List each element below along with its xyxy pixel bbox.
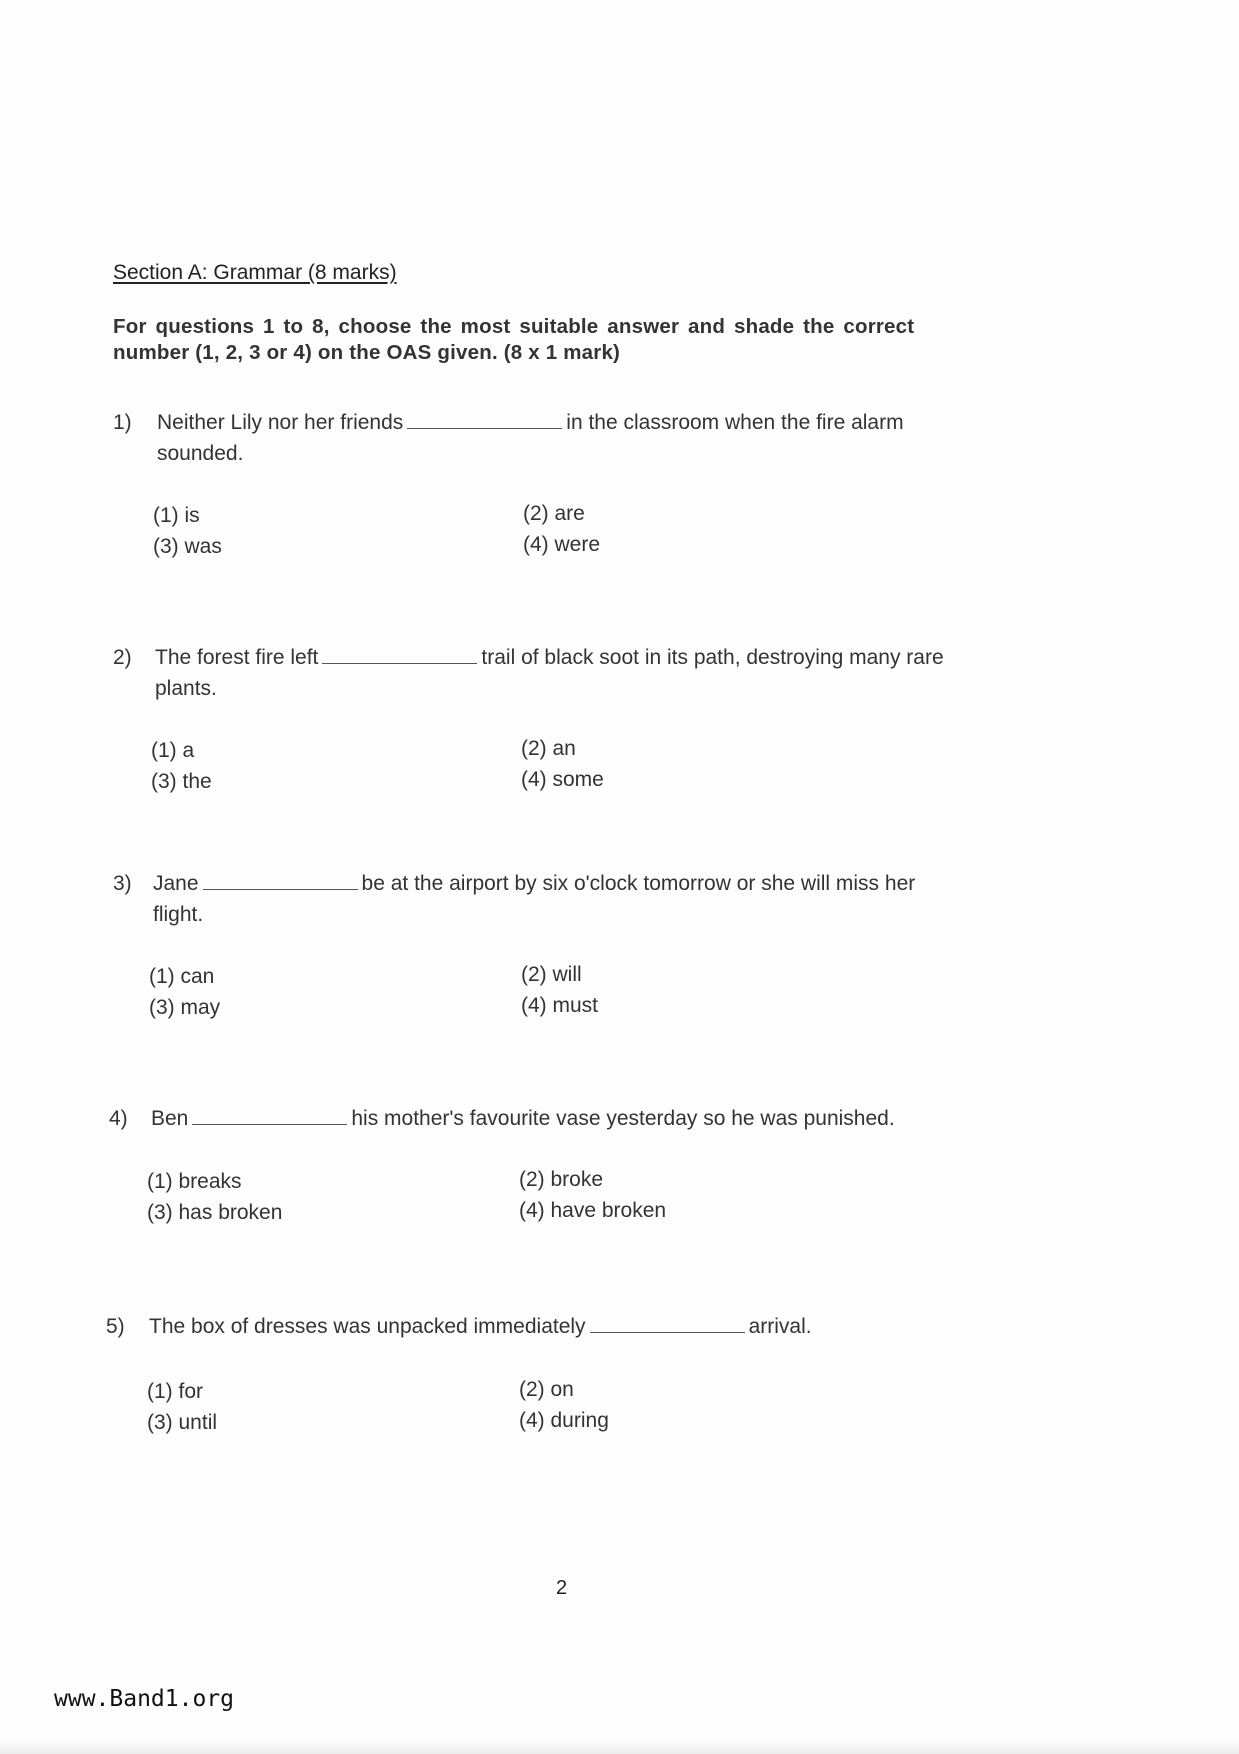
answer-option: (1) a [151,739,195,762]
answer-blank [322,647,477,664]
watermark: www.Band1.org [54,1686,235,1712]
page-number: 2 [556,1577,568,1599]
question-number: 2) [113,646,132,669]
question-text [155,647,944,668]
answer-option: (4) have broken [519,1199,667,1222]
answer-option: (2) broke [519,1168,604,1191]
question-number: 5) [106,1315,125,1338]
question-text-after: be at the airport by six o'clock tomorrow or she will miss her [361,872,916,895]
scan-edge [0,1740,1239,1754]
question-text-before: Jane [153,872,199,895]
answer-option: (3) may [149,996,221,1019]
answer-option: (2) on [519,1378,574,1401]
answer-blank [203,873,358,890]
answer-option: (1) can [149,965,215,988]
answer-blank [192,1108,347,1125]
question-text [153,873,915,894]
instructions-line-1: For questions 1 to 8, choose the most suitable answer and shade the correct [113,315,915,338]
answer-option: (2) are [523,502,585,525]
section-heading: Section A: Grammar (8 marks) [113,261,397,284]
answer-option: (4) some [521,768,604,791]
answer-option: (1) for [147,1380,204,1403]
answer-option: (2) will [521,963,582,986]
answer-option: (4) must [521,994,599,1017]
question-text-continued: plants. [155,677,217,700]
question-text [157,412,904,433]
question-text-before: The box of dresses was unpacked immediately [149,1315,586,1338]
question-text-before: Neither Lily nor her friends [157,411,404,434]
answer-blank [407,412,562,429]
question-text-before: Ben [151,1107,189,1130]
question-text-after: in the classroom when the fire alarm [566,411,904,434]
answer-option: (1) breaks [147,1170,242,1193]
answer-option: (3) has broken [147,1201,283,1224]
answer-option: (2) an [521,737,576,760]
question-text [149,1316,812,1337]
question-number: 1) [113,411,132,434]
question-text-before: The forest fire left [155,646,319,669]
instructions-line-2: number (1, 2, 3 or 4) on the OAS given. (8 x 1 mark) [113,341,621,364]
answer-option: (3) the [151,770,212,793]
answer-option: (4) during [519,1409,609,1432]
question-text-continued: sounded. [157,442,244,465]
question-text-after: arrival. [748,1315,812,1338]
question-number: 4) [109,1107,128,1130]
answer-option: (4) were [523,533,601,556]
question-text [151,1108,895,1129]
answer-option: (3) was [153,535,222,558]
question-text-after: his mother's favourite vase yesterday so he was punished. [351,1107,895,1130]
question-text-after: trail of black soot in its path, destroying many rare [481,646,944,669]
answer-blank [590,1316,745,1333]
question-text-continued: flight. [153,903,204,926]
answer-option: (1) is [153,504,200,527]
question-number: 3) [113,872,132,895]
answer-option: (3) until [147,1411,218,1434]
